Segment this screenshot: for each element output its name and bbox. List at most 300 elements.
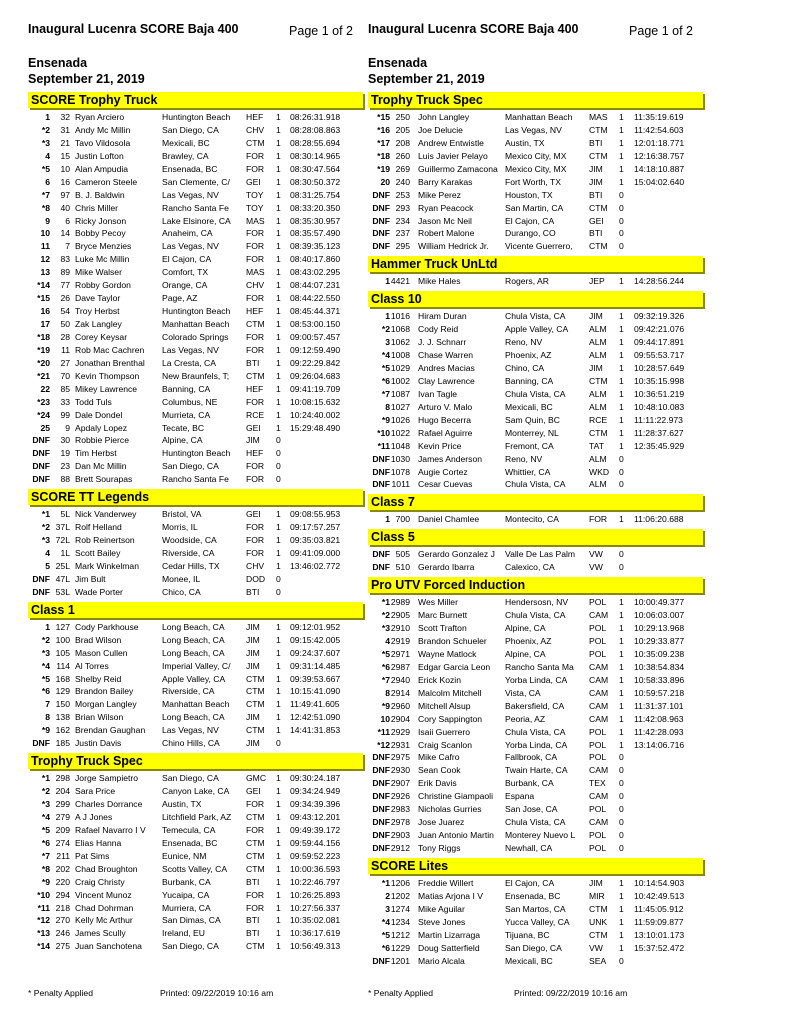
car-number: 202 [55,863,70,874]
driver-name: Arturo V. Malo [418,401,473,412]
vehicle-make: VW [589,942,603,953]
car-number: 28 [60,331,70,342]
vehicle-make: JIM [246,634,260,645]
car-number: 4421 [390,276,410,287]
hometown: La Cresta, CA [162,357,216,368]
elapsed-time: 09:31:14.485 [290,660,341,671]
laps: 1 [276,686,281,697]
position: *12 [377,739,390,750]
result-row [368,176,703,189]
driver-name: Joe Delucie [418,124,463,135]
laps: 0 [276,435,281,446]
elapsed-time: 10:42:49.513 [634,890,685,901]
hometown: Las Vegas, NV [162,725,219,736]
result-row [368,240,703,253]
elapsed-time: 10:35:09.238 [634,648,685,659]
vehicle-make: CTM [589,202,608,213]
driver-name: Martin Lizarraga [418,929,481,940]
driver-name: Rafael Aguirre [418,427,473,438]
driver-name: Gerardo Ibarra [418,562,475,573]
position: *11 [377,726,390,737]
hometown: Chino, CA [505,363,545,373]
result-row [28,863,363,876]
laps: 1 [619,414,624,425]
result-row [368,323,703,336]
result-row [28,850,363,863]
hometown: El Cajon, CA [162,254,212,265]
vehicle-make: CTM [246,370,265,381]
vehicle-make: CTM [246,699,265,710]
elapsed-time: 08:53:00.150 [290,319,341,329]
driver-name: Mike Hales [418,276,461,287]
position: DNF [372,955,390,966]
driver-name: Juan Sanchotena [75,941,142,952]
hometown: Imperial Valley, C/ [162,660,231,671]
printed-date: Printed: 09/22/2019 10:16 am [514,988,628,998]
laps: 1 [619,890,624,901]
position: *6 [41,686,50,697]
driver-name: Luke Mc Millin [75,254,130,265]
driver-name: Dale Dondel [75,409,123,420]
result-row [28,927,363,940]
position: DNF [372,562,390,573]
hometown: San Diego, CA [162,941,219,952]
vehicle-make: GEI [246,786,261,797]
elapsed-time: 10:29:13.968 [634,623,685,634]
car-number: 162 [55,725,70,736]
laps: 1 [619,388,624,399]
laps: 0 [619,830,624,841]
vehicle-make: GEI [246,509,261,520]
position: *6 [381,375,390,386]
vehicle-make: DOD [246,573,266,584]
car-number: 1078 [390,466,410,477]
elapsed-time: 11:42:08.963 [634,713,684,724]
hometown: Rancho Santa Fe [162,202,229,213]
elapsed-time: 10:22:46.797 [290,876,341,887]
vehicle-make: BTI [246,876,260,887]
car-number: 2989 [390,597,410,608]
class-heading: Hammer Truck UnLtd [368,256,703,272]
hometown: Houston, TX [505,189,553,200]
car-number: 2931 [390,739,410,750]
car-number: 89 [60,267,70,278]
elapsed-time: 09:39:53.667 [290,673,341,684]
penalty-note: * Penalty Applied [28,988,93,998]
car-number: 129 [55,686,70,697]
elapsed-time: 09:12:59.490 [290,344,341,355]
vehicle-make: POL [589,804,607,815]
car-number: 15 [60,150,70,161]
car-number: 1202 [390,890,410,901]
car-number: 21 [60,137,70,148]
result-row [368,842,703,855]
driver-name: Christine Giampaoli [418,791,493,802]
vehicle-make: JIM [246,660,260,671]
driver-name: Corey Keysar [75,331,128,342]
result-row [368,548,703,561]
laps: 1 [619,375,624,386]
car-number: 209 [55,824,70,835]
driver-name: Brad Wilson [75,634,122,645]
laps: 1 [619,903,624,914]
result-row [368,803,703,816]
hometown: Huntington Beach [162,112,231,122]
driver-name: Ivan Tagle [418,388,458,399]
result-row [368,453,703,466]
result-row [28,772,363,785]
position: *5 [381,929,390,940]
result-row [368,929,703,942]
driver-name: Brett Sourapas [75,474,133,485]
result-row [368,942,703,955]
hometown: Monee, IL [162,573,201,584]
car-number: 19 [60,448,70,459]
vehicle-make: CTM [246,686,265,697]
elapsed-time: 12:16:38.757 [634,150,685,161]
driver-name: Justin Lofton [75,150,124,161]
laps: 0 [619,479,624,490]
hometown: Mexicali, BC [162,137,210,148]
car-number: 2907 [390,778,410,789]
hometown: Burbank, CA [162,876,211,887]
vehicle-make: FOR [246,889,265,900]
hometown: Mexicali, BC [505,955,553,966]
driver-name: Chad Broughton [75,863,138,874]
hometown: Cedar Hills, TX [162,560,220,571]
hometown: Alpine, CA [505,648,546,659]
car-number: 97 [60,189,70,200]
elapsed-time: 12:01:18.771 [634,137,685,148]
result-row [368,916,703,929]
laps: 1 [619,636,624,646]
hometown: Yorba Linda, CA [505,739,568,750]
vehicle-make: POL [589,636,607,646]
elapsed-time: 08:39:35.123 [290,241,341,252]
position: DNF [32,461,50,472]
vehicle-make: FOR [246,344,265,355]
car-number: 23 [60,461,70,472]
laps: 0 [619,817,624,828]
driver-name: Kevin Price [418,440,462,451]
result-row [28,279,363,292]
elapsed-time: 10:38:54.834 [634,661,685,672]
position: *2 [381,324,390,335]
result-row [368,202,703,215]
hometown: Fremont, CA [505,440,554,451]
position: DNF [372,791,390,802]
car-number: 2960 [390,700,410,711]
hometown: Lake Elsinore, CA [162,215,231,226]
result-row [368,816,703,829]
laps: 1 [619,276,624,287]
position: 9 [45,215,50,226]
elapsed-time: 10:48:10.083 [634,401,685,412]
hometown: Ensenada, BC [162,163,218,174]
laps: 1 [276,280,281,291]
car-number: 11 [61,344,70,355]
laps: 1 [276,941,281,952]
car-number: 234 [395,215,410,226]
driver-name: Gerardo Gonzalez J [418,549,495,560]
driver-name: Apdaly Lopez [75,422,128,433]
vehicle-make: FOR [246,228,265,239]
car-number: 99 [60,409,70,420]
hometown: San Martos, CA [505,903,566,914]
car-number: 2912 [390,843,410,853]
result-row [368,903,703,916]
position: *1 [41,773,50,784]
car-number: 2914 [390,687,410,698]
hometown: Yucca Valley, CA [505,916,570,927]
laps: 1 [619,610,624,621]
result-row [368,150,703,163]
driver-name: Morgan Langley [75,699,137,710]
position: DNF [32,573,50,584]
position: DNF [372,479,390,490]
car-number: 1L [60,548,70,558]
car-number: 47L [55,573,70,584]
position: 1 [385,311,390,322]
car-number: 2903 [390,830,410,841]
hometown: Durango, CO [505,228,556,239]
hometown: Murriera, CA [162,902,211,913]
driver-name: Charles Dorrance [75,799,143,809]
vehicle-make: JIM [246,435,260,446]
hometown: San Clemente, C/ [162,176,230,187]
elapsed-time: 11:42:54.603 [634,124,684,135]
laps: 1 [276,863,281,874]
elapsed-time: 08:45:44.371 [290,306,341,317]
elapsed-time: 10:29:33.877 [634,636,685,646]
driver-name: Matias Arjona I V [418,890,483,901]
car-number: 150 [55,699,70,710]
result-row [368,955,703,968]
driver-name: Ricky Jonson [75,215,127,226]
car-number: 14 [60,228,70,239]
position: *2 [41,124,50,135]
driver-name: Craig Scanlon [418,739,472,750]
elapsed-time: 08:30:14.965 [290,150,341,161]
position: *7 [41,850,50,861]
result-row [368,466,703,479]
hometown: Bristol, VA [162,509,202,520]
position: DNF [32,435,50,446]
laps: 1 [619,942,624,953]
vehicle-make: CTM [589,150,608,161]
elapsed-time: 10:00:49.377 [634,597,685,608]
elapsed-time: 10:08:15.632 [290,396,341,407]
car-number: 100 [55,634,70,645]
result-row [368,124,703,137]
result-row [368,478,703,491]
vehicle-make: FOR [246,824,265,835]
result-row [28,215,363,228]
position: *6 [381,942,390,953]
elapsed-time: 10:26:25.893 [290,889,341,900]
elapsed-time: 09:49:39.172 [290,824,341,835]
driver-name: Jonathan Brenthal [75,357,145,368]
car-number: 2929 [390,726,410,737]
position: *3 [41,137,50,148]
result-row [368,513,703,526]
laps: 0 [619,228,624,239]
driver-name: Mikey Lawrence [75,383,138,394]
hometown: San Diego, CA [505,942,562,953]
position: 1 [45,621,50,632]
hometown: Reno, NV [505,337,543,348]
hometown: Mexico City, MX [505,163,567,174]
driver-name: Freddie Willert [418,877,474,888]
elapsed-time: 09:55:53.717 [634,350,685,361]
driver-name: Brandon Schueler [418,636,487,646]
driver-name: Chad Dohrman [75,902,134,913]
car-number: 218 [55,902,70,913]
hometown: Long Beach, CA [162,712,225,723]
position: *9 [41,725,50,736]
result-row [28,737,363,750]
position: *1 [41,509,50,520]
car-number: 1087 [390,388,410,399]
elapsed-time: 09:30:24.187 [290,773,341,784]
laps: 0 [276,474,281,485]
elapsed-time: 09:15:42.005 [290,634,341,645]
driver-name: Hugo Becerra [418,414,472,425]
position: 17 [40,319,50,329]
elapsed-time: 09:26:04.683 [290,370,341,381]
laps: 1 [276,383,281,394]
result-row [28,824,363,837]
laps: 1 [276,837,281,848]
hometown: Las Vegas, NV [162,241,219,252]
car-number: 2987 [390,661,410,672]
page-number: Page 1 of 2 [629,24,693,38]
car-number: 1008 [390,350,410,361]
laps: 0 [276,461,281,472]
vehicle-make: FOR [246,150,265,161]
car-number: 275 [55,941,70,952]
vehicle-make: FOR [589,514,608,525]
car-number: 185 [55,738,70,749]
result-row [368,687,703,700]
result-row [28,176,363,189]
result-row [368,790,703,803]
hometown: Phoenix, AZ [505,350,552,361]
result-row [28,124,363,137]
position: *1 [381,597,390,608]
result-row [368,427,703,440]
laps: 1 [276,673,281,684]
result-row [368,674,703,687]
hometown: Manhattan Beach [505,112,573,122]
result-row [368,401,703,414]
car-number: 1206 [390,877,410,888]
driver-name: Sara Price [75,786,116,797]
hometown: Murrieta, CA [162,409,211,420]
position: *11 [37,902,50,913]
position: *1 [381,877,390,888]
vehicle-make: JIM [246,647,260,658]
vehicle-make: FOR [246,548,265,558]
hometown: Reno, NV [505,453,543,464]
elapsed-time: 08:35:30.957 [290,215,341,226]
elapsed-time: 10:14:54.903 [634,877,685,888]
laps: 1 [619,163,624,174]
position: 3 [385,337,390,348]
position: 13 [40,267,50,278]
hometown: El Cajon, CA [505,215,555,226]
driver-name: Zak Langley [75,319,122,329]
driver-name: Troy Herbst [75,306,120,317]
hometown: Rogers, AR [505,276,549,287]
laps: 1 [619,726,624,737]
hometown: Phoenix, AZ [505,636,552,646]
penalty-note: * Penalty Applied [368,988,433,998]
position: 2 [385,890,390,901]
position: *23 [37,396,50,407]
laps: 1 [619,877,624,888]
position: DNF [372,752,390,763]
vehicle-make: POL [589,623,607,634]
laps: 0 [619,778,624,789]
hometown: Temecula, CA [162,824,216,835]
position: 16 [40,306,50,317]
vehicle-make: FOR [246,474,265,485]
vehicle-make: VW [589,549,603,560]
laps: 1 [276,163,281,174]
hometown: Eunice, NM [162,850,207,861]
class-section [28,489,363,599]
hometown: Alpine, CA [505,623,546,634]
elapsed-time: 10:58:33.896 [634,674,685,685]
elapsed-time: 08:26:31.918 [290,112,341,122]
position: *2 [381,610,390,621]
car-number: 37L [55,522,70,533]
elapsed-time: 10:00:36.593 [290,863,341,874]
laps: 0 [619,752,624,763]
vehicle-make: JIM [589,176,603,187]
car-number: 10 [60,163,70,174]
result-row [28,292,363,305]
car-number: 1274 [390,903,410,914]
elapsed-time: 12:35:45.929 [634,440,685,451]
result-row [28,227,363,240]
elapsed-time: 09:32:19.326 [634,311,685,322]
laps: 1 [276,535,281,546]
driver-name: Malcolm Mitchell [418,687,482,698]
car-number: 1030 [390,453,410,464]
hometown: Fallbrook, CA [505,752,558,763]
hometown: Austin, TX [505,137,545,148]
driver-name: Bryce Menzies [75,241,132,252]
position: 20 [380,176,390,187]
laps: 1 [619,648,624,659]
position: *5 [41,163,50,174]
result-row [28,811,363,824]
position: DNF [372,765,390,776]
elapsed-time: 09:44:17.891 [634,337,685,348]
car-number: 7 [65,241,70,252]
vehicle-make: POL [589,843,607,853]
car-number: 220 [55,876,70,887]
result-row [28,473,363,486]
driver-name: Robby Gordon [75,280,131,291]
position: *8 [41,863,50,874]
hometown: Page, AZ [162,293,198,304]
vehicle-make: BTI [246,928,260,939]
hometown: Calexico, CA [505,562,555,573]
hometown: Brawley, CA [162,150,209,161]
